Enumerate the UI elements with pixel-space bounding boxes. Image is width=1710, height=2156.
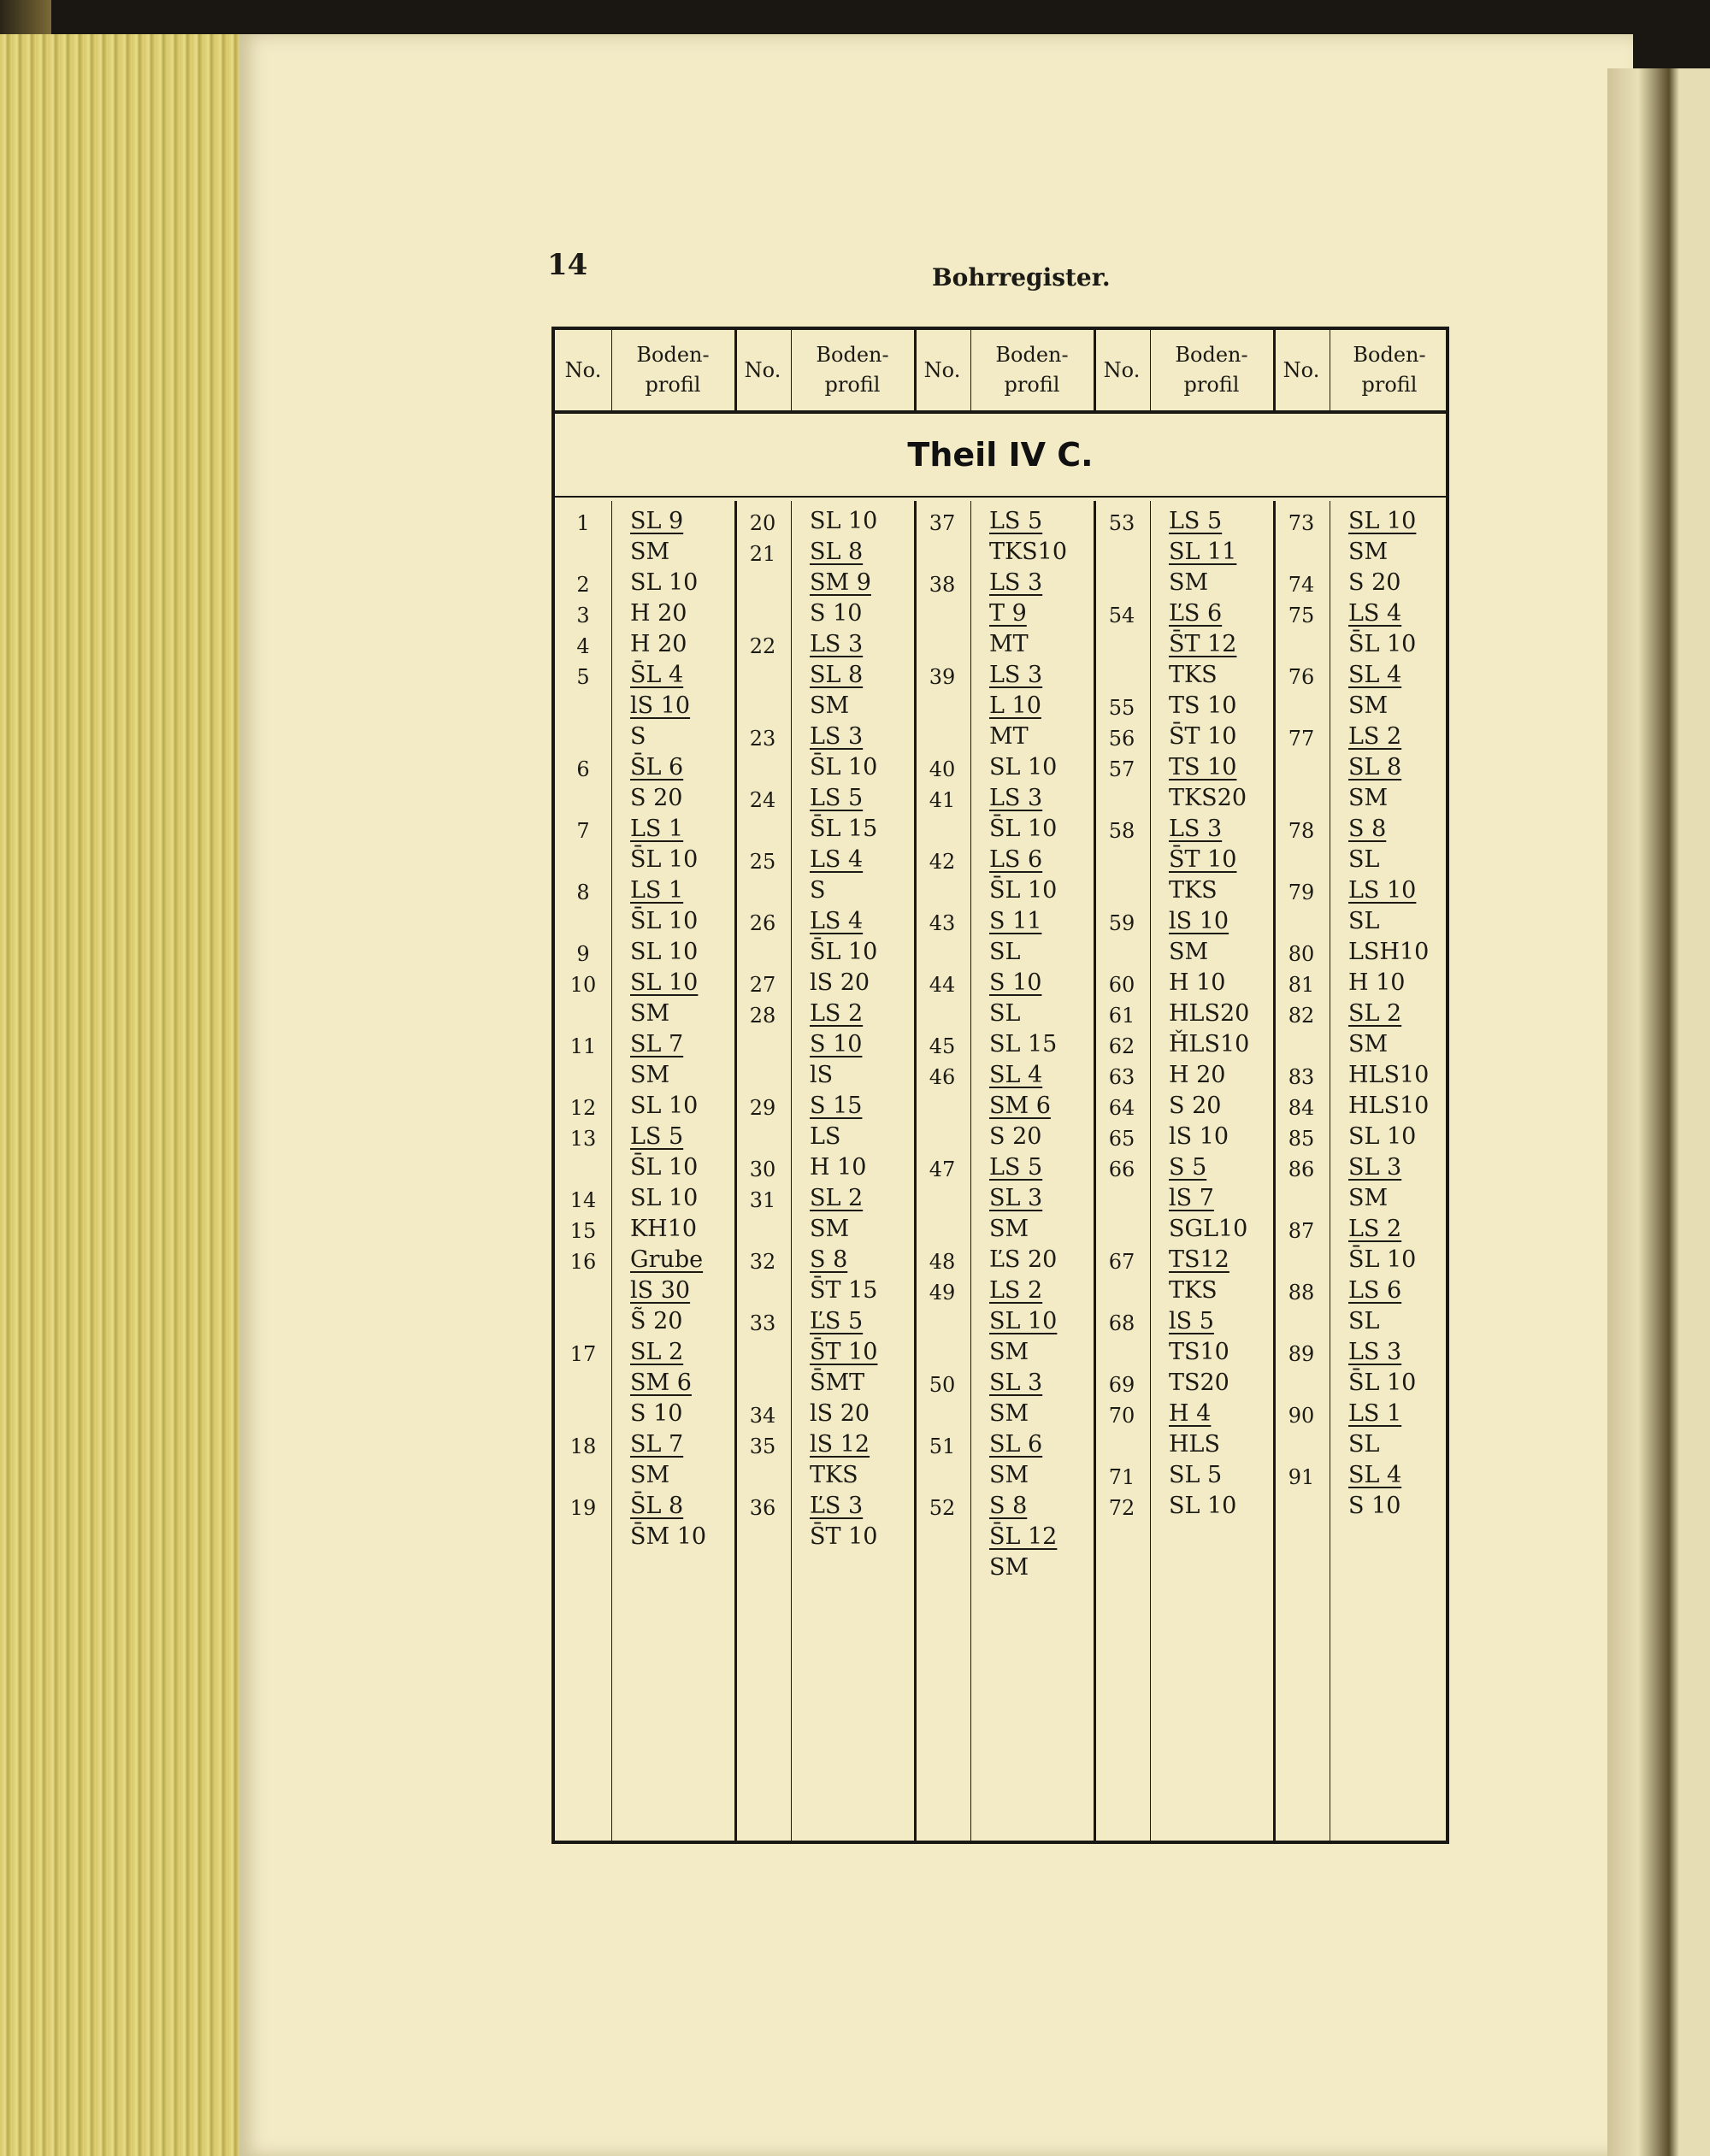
entry-number: 44 (929, 973, 956, 997)
profile-line: S 20 (1169, 1093, 1222, 1119)
profile-line: SL 4 (1348, 1462, 1402, 1488)
entry-number: 79 (1288, 881, 1315, 904)
profile-line: S 8 (810, 1246, 848, 1273)
entry-number: 51 (929, 1434, 956, 1458)
profile-line: S 20 (1348, 569, 1401, 596)
entry-number: 3 (576, 604, 590, 627)
profile-line: S 10 (810, 1031, 863, 1057)
entry-number: 41 (929, 788, 956, 812)
entry-number: 14 (569, 1188, 597, 1212)
profile-line: SM (989, 1400, 1029, 1427)
profile-line: SL 10 (810, 508, 878, 534)
entry-number: 78 (1288, 819, 1315, 843)
profile-line: S̄M 10 (630, 1523, 707, 1550)
profile-line: SM (1169, 939, 1209, 965)
profile-line: SM (630, 1462, 670, 1488)
profile-line: SM (1348, 539, 1389, 565)
profile-line: SM (1348, 1031, 1389, 1057)
profile-line: SM (1348, 1185, 1389, 1211)
profile-line: HLS10 (1348, 1062, 1430, 1088)
profile-line: TS12 (1169, 1246, 1229, 1273)
entry-number: 88 (1288, 1281, 1315, 1305)
profile-line: lS 7 (1169, 1185, 1214, 1211)
profile-line: H 20 (1169, 1062, 1226, 1088)
header-bodenprofil: Boden- profil (816, 343, 889, 397)
entry-number: 20 (749, 511, 776, 535)
profile-line: S 20 (989, 1123, 1042, 1150)
entry-number: 61 (1108, 1004, 1135, 1028)
profile-line: LS 5 (1169, 508, 1223, 534)
entry-number: 82 (1288, 1004, 1315, 1028)
entry-number: 8 (576, 881, 590, 904)
profile-line: S̄L 10 (989, 877, 1058, 904)
running-head: Bohrregister. (932, 263, 1111, 292)
profile-line: SL (1348, 908, 1380, 934)
header-bodenprofil: Boden- profil (1175, 343, 1248, 397)
group-rule-body (734, 501, 737, 1841)
profile-line: LS 5 (630, 1123, 684, 1150)
profile-line: S̄L 4 (630, 662, 684, 688)
profile-line: LS 3 (989, 569, 1043, 596)
profile-line: LS 3 (810, 631, 864, 657)
profile-line: H 4 (1169, 1400, 1212, 1427)
entry-number: 85 (1288, 1127, 1315, 1151)
entry-number: 74 (1288, 573, 1315, 597)
entry-number: 26 (749, 911, 776, 935)
entry-number: 25 (749, 850, 776, 874)
profile-line: lS 20 (810, 969, 870, 996)
profile-line: ĽS 5 (810, 1308, 864, 1334)
profile-line: SL 8 (810, 539, 864, 565)
header-no: No. (1103, 357, 1141, 382)
header-no: No. (923, 357, 961, 382)
table-header (555, 330, 1446, 414)
header-no: No. (1282, 357, 1320, 382)
profile-line: S 8 (1348, 816, 1387, 842)
profile-line: SL (989, 1000, 1021, 1027)
profile-line: S̄L 10 (1348, 1370, 1417, 1396)
profile-line: SL (1348, 846, 1380, 873)
entry-number: 91 (1288, 1465, 1315, 1489)
profile-line: LS 6 (1348, 1277, 1402, 1304)
entry-number: 67 (1108, 1250, 1135, 1274)
entry-number: 9 (576, 942, 590, 966)
profile-line: LS 3 (810, 723, 864, 750)
profile-line: SL 10 (989, 1308, 1058, 1334)
entry-number: 84 (1288, 1096, 1315, 1120)
entry-number: 72 (1108, 1496, 1135, 1520)
page-edges (0, 34, 256, 2156)
entry-number: 39 (929, 665, 956, 689)
group-rule-body (1273, 501, 1276, 1841)
entry-number: 1 (576, 511, 590, 535)
profile-line: LS 3 (989, 785, 1043, 811)
entry-number: 10 (569, 973, 597, 997)
entry-number: 71 (1108, 1465, 1135, 1489)
profile-line: S 10 (630, 1400, 683, 1427)
profile-line: MT (989, 631, 1029, 657)
entry-number: 17 (569, 1342, 597, 1366)
entry-number: 23 (749, 727, 776, 751)
entry-number: 45 (929, 1034, 956, 1058)
entry-number: 55 (1108, 696, 1135, 720)
entry-number: 37 (929, 511, 956, 535)
profile-line: TS20 (1169, 1370, 1229, 1396)
entry-number: 90 (1288, 1404, 1315, 1428)
entry-number: 53 (1108, 511, 1135, 535)
profile-line: H 10 (1348, 969, 1406, 996)
profile-line: S̃ 20 (630, 1308, 683, 1334)
entry-number: 60 (1108, 973, 1135, 997)
entry-number: 11 (569, 1034, 597, 1058)
profile-line: S̄MT (810, 1370, 865, 1396)
profile-line: SM (810, 692, 850, 719)
header-bodenprofil: Boden- profil (636, 343, 710, 397)
entry-number: 65 (1108, 1127, 1135, 1151)
profile-line: SL 7 (630, 1431, 684, 1458)
profile-line: S̄T 12 (1169, 631, 1237, 657)
profile-line: LS 2 (810, 1000, 864, 1027)
profile-line: ĽS 6 (1169, 600, 1223, 627)
profile-line: SL 2 (810, 1185, 864, 1211)
profile-line: SL 7 (630, 1031, 684, 1057)
profile-line: SL 10 (1348, 1123, 1417, 1150)
column-rule-body (970, 501, 971, 1841)
profile-line: S (810, 877, 826, 904)
profile-line: T 9 (989, 600, 1027, 627)
profile-line: TKS20 (1169, 785, 1247, 811)
profile-line: SM (1169, 569, 1209, 596)
profile-line: TKS (810, 1462, 858, 1488)
entry-number: 63 (1108, 1065, 1135, 1089)
profile-line: S̄T 10 (1169, 846, 1237, 873)
entry-number: 76 (1288, 665, 1315, 689)
profile-line: SL 2 (1348, 1000, 1402, 1027)
profile-line: LS 2 (1348, 723, 1402, 750)
entry-number: 31 (749, 1188, 776, 1212)
profile-line: lS 12 (810, 1431, 870, 1458)
entry-number: 7 (576, 819, 590, 843)
profile-line: SL 3 (989, 1370, 1043, 1396)
entry-number: 38 (929, 573, 956, 597)
profile-line: Grube (630, 1246, 704, 1273)
entry-number: 89 (1288, 1342, 1315, 1366)
profile-line: S 20 (630, 785, 683, 811)
entry-number: 62 (1108, 1034, 1135, 1058)
entry-number: 47 (929, 1158, 956, 1181)
profile-line: S (630, 723, 646, 750)
entry-number: 24 (749, 788, 776, 812)
entry-number: 19 (569, 1496, 597, 1520)
profile-line: LS 1 (630, 877, 684, 904)
header-bodenprofil: Boden- profil (1353, 343, 1426, 397)
profile-line: TS 10 (1169, 692, 1237, 719)
profile-line: LSH10 (1348, 939, 1430, 965)
profile-line: SL 10 (630, 939, 699, 965)
facing-page-gutter (1607, 68, 1710, 2156)
profile-line: ĽS 20 (989, 1246, 1058, 1273)
profile-line: TS 10 (1169, 754, 1237, 781)
profile-line: lS 20 (810, 1400, 870, 1427)
profile-line: SL 8 (1348, 754, 1402, 781)
profile-line: LS 5 (810, 785, 864, 811)
profile-line: SL 11 (1169, 539, 1237, 565)
profile-line: lS 5 (1169, 1308, 1214, 1334)
entry-number: 13 (569, 1127, 597, 1151)
profile-line: SL 6 (989, 1431, 1043, 1458)
group-rule-body (914, 501, 917, 1841)
profile-line: H 20 (630, 600, 687, 627)
profile-line: SM (1348, 692, 1389, 719)
profile-line: S̄T 10 (810, 1339, 878, 1365)
profile-line: LS 3 (1169, 816, 1223, 842)
entry-number: 58 (1108, 819, 1135, 843)
profile-line: lS 10 (1169, 1123, 1229, 1150)
profile-line: S 10 (810, 600, 863, 627)
profile-line: TKS (1169, 877, 1218, 904)
header-column-rule (970, 330, 971, 410)
profile-line: SL 8 (810, 662, 864, 688)
profile-line: SL (1348, 1308, 1380, 1334)
section-divider (555, 496, 1446, 498)
entry-number: 56 (1108, 727, 1135, 751)
entry-number: 70 (1108, 1404, 1135, 1428)
entry-number: 86 (1288, 1158, 1315, 1181)
profile-line: S̄L 10 (1348, 1246, 1417, 1273)
profile-line: SM (630, 1062, 670, 1088)
profile-line: SL 10 (630, 569, 699, 596)
profile-line: S̄L 12 (989, 1523, 1058, 1550)
entry-number: 30 (749, 1158, 776, 1181)
profile-line: S̄L 6 (630, 754, 684, 781)
profile-line: SM (989, 1339, 1029, 1365)
entry-number: 32 (749, 1250, 776, 1274)
header-column-rule (1150, 330, 1151, 410)
profile-line: S̄L 10 (810, 754, 878, 781)
profile-line: SM 9 (810, 569, 871, 596)
profile-line: SL 10 (630, 969, 699, 996)
profile-line: SM (989, 1216, 1029, 1242)
entry-number: 49 (929, 1281, 956, 1305)
entry-number: 66 (1108, 1158, 1135, 1181)
entry-number: 33 (749, 1311, 776, 1335)
entry-number: 64 (1108, 1096, 1135, 1120)
profile-line: TKS (1169, 1277, 1218, 1304)
profile-line: SL 3 (989, 1185, 1043, 1211)
entry-number: 18 (569, 1434, 597, 1458)
entry-number: 16 (569, 1250, 597, 1274)
entry-number: 59 (1108, 911, 1135, 935)
profile-line: ȞLS10 (1169, 1031, 1250, 1057)
profile-line: H 10 (810, 1154, 867, 1181)
entry-number: 22 (749, 634, 776, 658)
entry-number: 83 (1288, 1065, 1315, 1089)
entry-number: 57 (1108, 757, 1135, 781)
entry-number: 15 (569, 1219, 597, 1243)
entry-number: 80 (1288, 942, 1315, 966)
entry-number: 34 (749, 1404, 776, 1428)
entry-number: 5 (576, 665, 590, 689)
profile-line: lS 10 (1169, 908, 1229, 934)
profile-line: SM 6 (989, 1093, 1051, 1119)
header-bodenprofil: Boden- profil (995, 343, 1069, 397)
profile-line: KH10 (630, 1216, 698, 1242)
profile-line: SL 10 (1169, 1493, 1237, 1519)
profile-line: S̄L 15 (810, 816, 878, 842)
profile-line: SL (989, 939, 1021, 965)
profile-line: SM (1348, 785, 1389, 811)
profile-line: S̄L 10 (810, 939, 878, 965)
page-number: 14 (547, 248, 588, 282)
entry-number: 77 (1288, 727, 1315, 751)
header-column-rule (611, 330, 612, 410)
column-rule-body (791, 501, 792, 1841)
profile-line: S 15 (810, 1093, 863, 1119)
profile-line: TKS (1169, 662, 1218, 688)
profile-line: SM 6 (630, 1370, 692, 1396)
column-rule-body (611, 501, 612, 1841)
profile-line: SM (989, 1462, 1029, 1488)
profile-line: HLS20 (1169, 1000, 1250, 1027)
profile-line: SL (1348, 1431, 1380, 1458)
profile-line: S̄T 15 (810, 1277, 878, 1304)
profile-line: SL 2 (630, 1339, 684, 1365)
group-rule (734, 330, 737, 410)
profile-line: LS 1 (1348, 1400, 1402, 1427)
profile-line: LS 3 (1348, 1339, 1402, 1365)
column-rule-body (1150, 501, 1151, 1841)
profile-line: L 10 (989, 692, 1041, 719)
entry-number: 48 (929, 1250, 956, 1274)
profile-line: LS 2 (1348, 1216, 1402, 1242)
profile-line: HLS (1169, 1431, 1220, 1458)
entry-number: 40 (929, 757, 956, 781)
group-rule (1094, 330, 1096, 410)
profile-line: SL 5 (1169, 1462, 1223, 1488)
profile-line: LS 4 (1348, 600, 1402, 627)
profile-line: H 20 (630, 631, 687, 657)
profile-line: S 10 (1348, 1493, 1401, 1519)
entry-number: 2 (576, 573, 590, 597)
profile-line: SL 4 (989, 1062, 1043, 1088)
profile-line: H 10 (1169, 969, 1226, 996)
profile-line: LS 2 (989, 1277, 1043, 1304)
profile-line: MT (989, 723, 1029, 750)
entry-number: 4 (576, 634, 590, 658)
profile-line: S 11 (989, 908, 1042, 934)
entry-number: 29 (749, 1096, 776, 1120)
header-column-rule (791, 330, 792, 410)
profile-line: LS 4 (810, 846, 864, 873)
group-rule (1273, 330, 1276, 410)
profile-line: lS 30 (630, 1277, 691, 1304)
group-rule-body (1094, 501, 1096, 1841)
profile-line: SM (989, 1554, 1029, 1581)
entry-number: 46 (929, 1065, 956, 1089)
profile-line: SL 10 (1348, 508, 1417, 534)
header-no: No. (744, 357, 781, 382)
profile-line: LS 1 (630, 816, 684, 842)
profile-line: SL 10 (630, 1185, 699, 1211)
bohrregister-table (551, 327, 1449, 1844)
profile-line: S̄T 10 (1169, 723, 1237, 750)
entry-number: 6 (576, 757, 590, 781)
entry-number: 73 (1288, 511, 1315, 535)
entry-number: 50 (929, 1373, 956, 1397)
profile-line: LS 10 (1348, 877, 1417, 904)
entry-number: 36 (749, 1496, 776, 1520)
profile-line: LS 4 (810, 908, 864, 934)
header-no: No. (564, 357, 602, 382)
entry-number: 54 (1108, 604, 1135, 627)
entry-number: 52 (929, 1496, 956, 1520)
profile-line: LS 5 (989, 1154, 1043, 1181)
profile-line: HLS10 (1348, 1093, 1430, 1119)
profile-line: S 5 (1169, 1154, 1207, 1181)
entry-number: 87 (1288, 1219, 1315, 1243)
profile-line: SL 10 (989, 754, 1058, 781)
entry-number: 35 (749, 1434, 776, 1458)
profile-line: TS10 (1169, 1339, 1229, 1365)
profile-line: S̄L 10 (630, 846, 699, 873)
entry-number: 75 (1288, 604, 1315, 627)
entry-number: 43 (929, 911, 956, 935)
profile-line: S̄L 10 (1348, 631, 1417, 657)
entry-number: 12 (569, 1096, 597, 1120)
profile-line: S̄L 10 (989, 816, 1058, 842)
profile-line: S̄T 10 (810, 1523, 878, 1550)
profile-line: LS 5 (989, 508, 1043, 534)
profile-line: lS 10 (630, 692, 691, 719)
profile-line: SL 9 (630, 508, 684, 534)
profile-line: SL 15 (989, 1031, 1058, 1057)
profile-line: TKS10 (989, 539, 1068, 565)
profile-line: SL 10 (630, 1093, 699, 1119)
profile-line: SM (810, 1216, 850, 1242)
profile-line: LS 3 (989, 662, 1043, 688)
profile-line: S 8 (989, 1493, 1028, 1519)
entry-number: 69 (1108, 1373, 1135, 1397)
group-rule (914, 330, 917, 410)
profile-line: S̄L 8 (630, 1493, 684, 1519)
profile-line: S̄L 10 (630, 1154, 699, 1181)
entry-number: 28 (749, 1004, 776, 1028)
entry-number: 68 (1108, 1311, 1135, 1335)
entry-number: 42 (929, 850, 956, 874)
entry-number: 21 (749, 542, 776, 566)
entry-number: 27 (749, 973, 776, 997)
profile-line: SL 4 (1348, 662, 1402, 688)
profile-line: SL 3 (1348, 1154, 1402, 1181)
profile-line: LS (810, 1123, 841, 1150)
profile-line: S 10 (989, 969, 1042, 996)
profile-line: SGL10 (1169, 1216, 1248, 1242)
profile-line: lS (810, 1062, 834, 1088)
section-title: Theil IV C. (907, 436, 1094, 474)
entry-number: 81 (1288, 973, 1315, 997)
profile-line: S̄L 10 (630, 908, 699, 934)
profile-line: SM (630, 1000, 670, 1027)
profile-line: SM (630, 539, 670, 565)
profile-line: LS 6 (989, 846, 1043, 873)
profile-line: ĽS 3 (810, 1493, 864, 1519)
